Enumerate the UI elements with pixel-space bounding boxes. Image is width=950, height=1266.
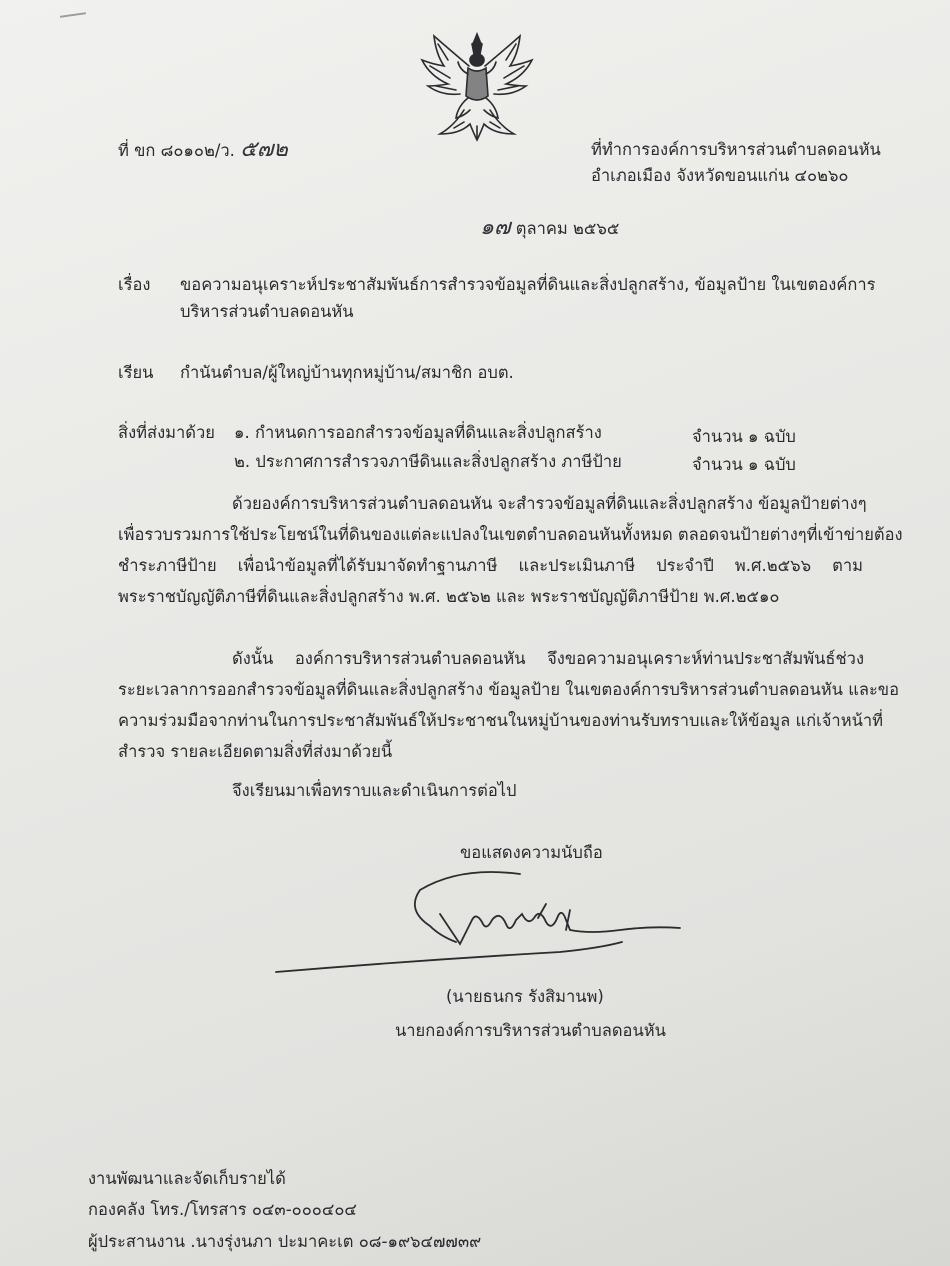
date-handwritten-day: ๑๗ <box>480 215 511 240</box>
garuda-emblem-icon <box>414 30 540 142</box>
signatory-title: นายกองค์การบริหารส่วนตำบลดอนหัน <box>395 1021 666 1040</box>
reference-prefix: ที่ ขก ๘๐๑๐๒/ว. <box>118 141 235 160</box>
footer-coordinator: ผู้ประสานงาน .นางรุ่งนภา ปะมาคะเต ๐๘-๑๙๖๔๗๗๓๙ <box>88 1232 482 1251</box>
corner-pen-mark <box>60 12 86 18</box>
date-month-year: ตุลาคม ๒๕๖๕ <box>515 219 620 238</box>
enclosure-item: ๑. กำหนดการออกสำรวจข้อมูลที่ดินและสิ่งปลูกสร้าง <box>234 423 602 442</box>
paragraph-line: ระยะเวลาการออกสำรวจข้อมูลที่ดินและสิ่งปลูกสร้าง ข้อมูลป้าย ในเขตองค์การบริหารส่วนตำบลดอนหัน และขอ <box>118 680 899 699</box>
enclosure-quantity: จำนวน ๑ ฉบับ <box>692 427 796 446</box>
subject-label: เรื่อง <box>118 275 151 294</box>
subject-line1: ขอความอนุเคราะห์ประชาสัมพันธ์การสำรวจข้อมูลที่ดินและสิ่งปลูกสร้าง, ข้อมูลป้าย ในเขตองค์การ <box>180 275 876 294</box>
paragraph-line: ดังนั้น องค์การบริหารส่วนตำบลดอนหัน จึงขอความอนุเคราะห์ท่านประชาสัมพันธ์ช่วง <box>232 649 864 668</box>
paragraph-line: สำรวจ รายละเอียดตามสิ่งที่ส่งมาด้วยนี้ <box>118 742 393 761</box>
subject-line2: บริหารส่วนตำบลดอนหัน <box>180 302 354 321</box>
closing-sentence: จึงเรียนมาเพื่อทราบและดำเนินการต่อไป <box>232 781 517 800</box>
recipient-text: กำนันตำบล/ผู้ใหญ่บ้านทุกหมู่บ้าน/สมาชิก อบต. <box>180 363 514 382</box>
enclosures-label: สิ่งที่ส่งมาด้วย <box>118 423 215 442</box>
paragraph-line: ความร่วมมือจากท่านในการประชาสัมพันธ์ให้ประชาชนในหมู่บ้านของท่านรับทราบและให้ข้อมูล แก่เจ้าหน้าที่ <box>118 711 883 730</box>
paragraph-line: พระราชบัญญัติภาษีที่ดินและสิ่งปลูกสร้าง พ.ศ. ๒๕๖๒ และ พระราชบัญญัติภาษีป้าย พ.ศ.๒๕๑๐ <box>118 587 780 606</box>
reference-number <box>118 137 288 162</box>
paragraph-line: ด้วยองค์การบริหารส่วนตำบลดอนหัน จะสำรวจข้อมูลที่ดินและสิ่งปลูกสร้าง ข้อมูลป้ายต่างๆ <box>232 494 867 513</box>
paragraph-line: ชำระภาษีป้าย เพื่อนำข้อมูลที่ได้รับมาจัดทำฐานภาษี และประเมินภาษี ประจำปี พ.ศ.๒๕๖๖ ตาม <box>118 556 863 575</box>
signatory-name: (นายธนกร รังสิมานพ) <box>446 987 604 1006</box>
letter-date <box>480 215 620 240</box>
paragraph-line: เพื่อรวบรวมการใช้ประโยชน์ในที่ดินของแต่ละแปลงในเขตตำบลดอนหันทั้งหมด ตลอดจนป้ายต่างๆที่เข้าข่ายต้อง <box>118 525 903 544</box>
signature-greeting: ขอแสดงความนับถือ <box>460 843 603 862</box>
office-address-line2: อำเภอเมือง จังหวัดขอนแก่น ๔๐๒๖๐ <box>591 166 849 185</box>
enclosure-item: ๒. ประกาศการสำรวจภาษีดินและสิ่งปลูกสร้าง ภาษีป้าย <box>234 452 622 471</box>
enclosure-quantity: จำนวน ๑ ฉบับ <box>692 455 796 474</box>
footer-contact-phone: กองคลัง โทร./โทรสาร ๐๔๓-๐๐๐๔๐๔ <box>88 1200 357 1219</box>
reference-handwritten-number: ๕๗๒ <box>240 137 288 162</box>
footer-department: งานพัฒนาและจัดเก็บรายได้ <box>88 1169 286 1188</box>
office-address-line1: ที่ทำการองค์การบริหารส่วนตำบลดอนหัน <box>591 140 881 159</box>
handwritten-signature <box>270 860 690 980</box>
recipient-label: เรียน <box>118 363 154 382</box>
